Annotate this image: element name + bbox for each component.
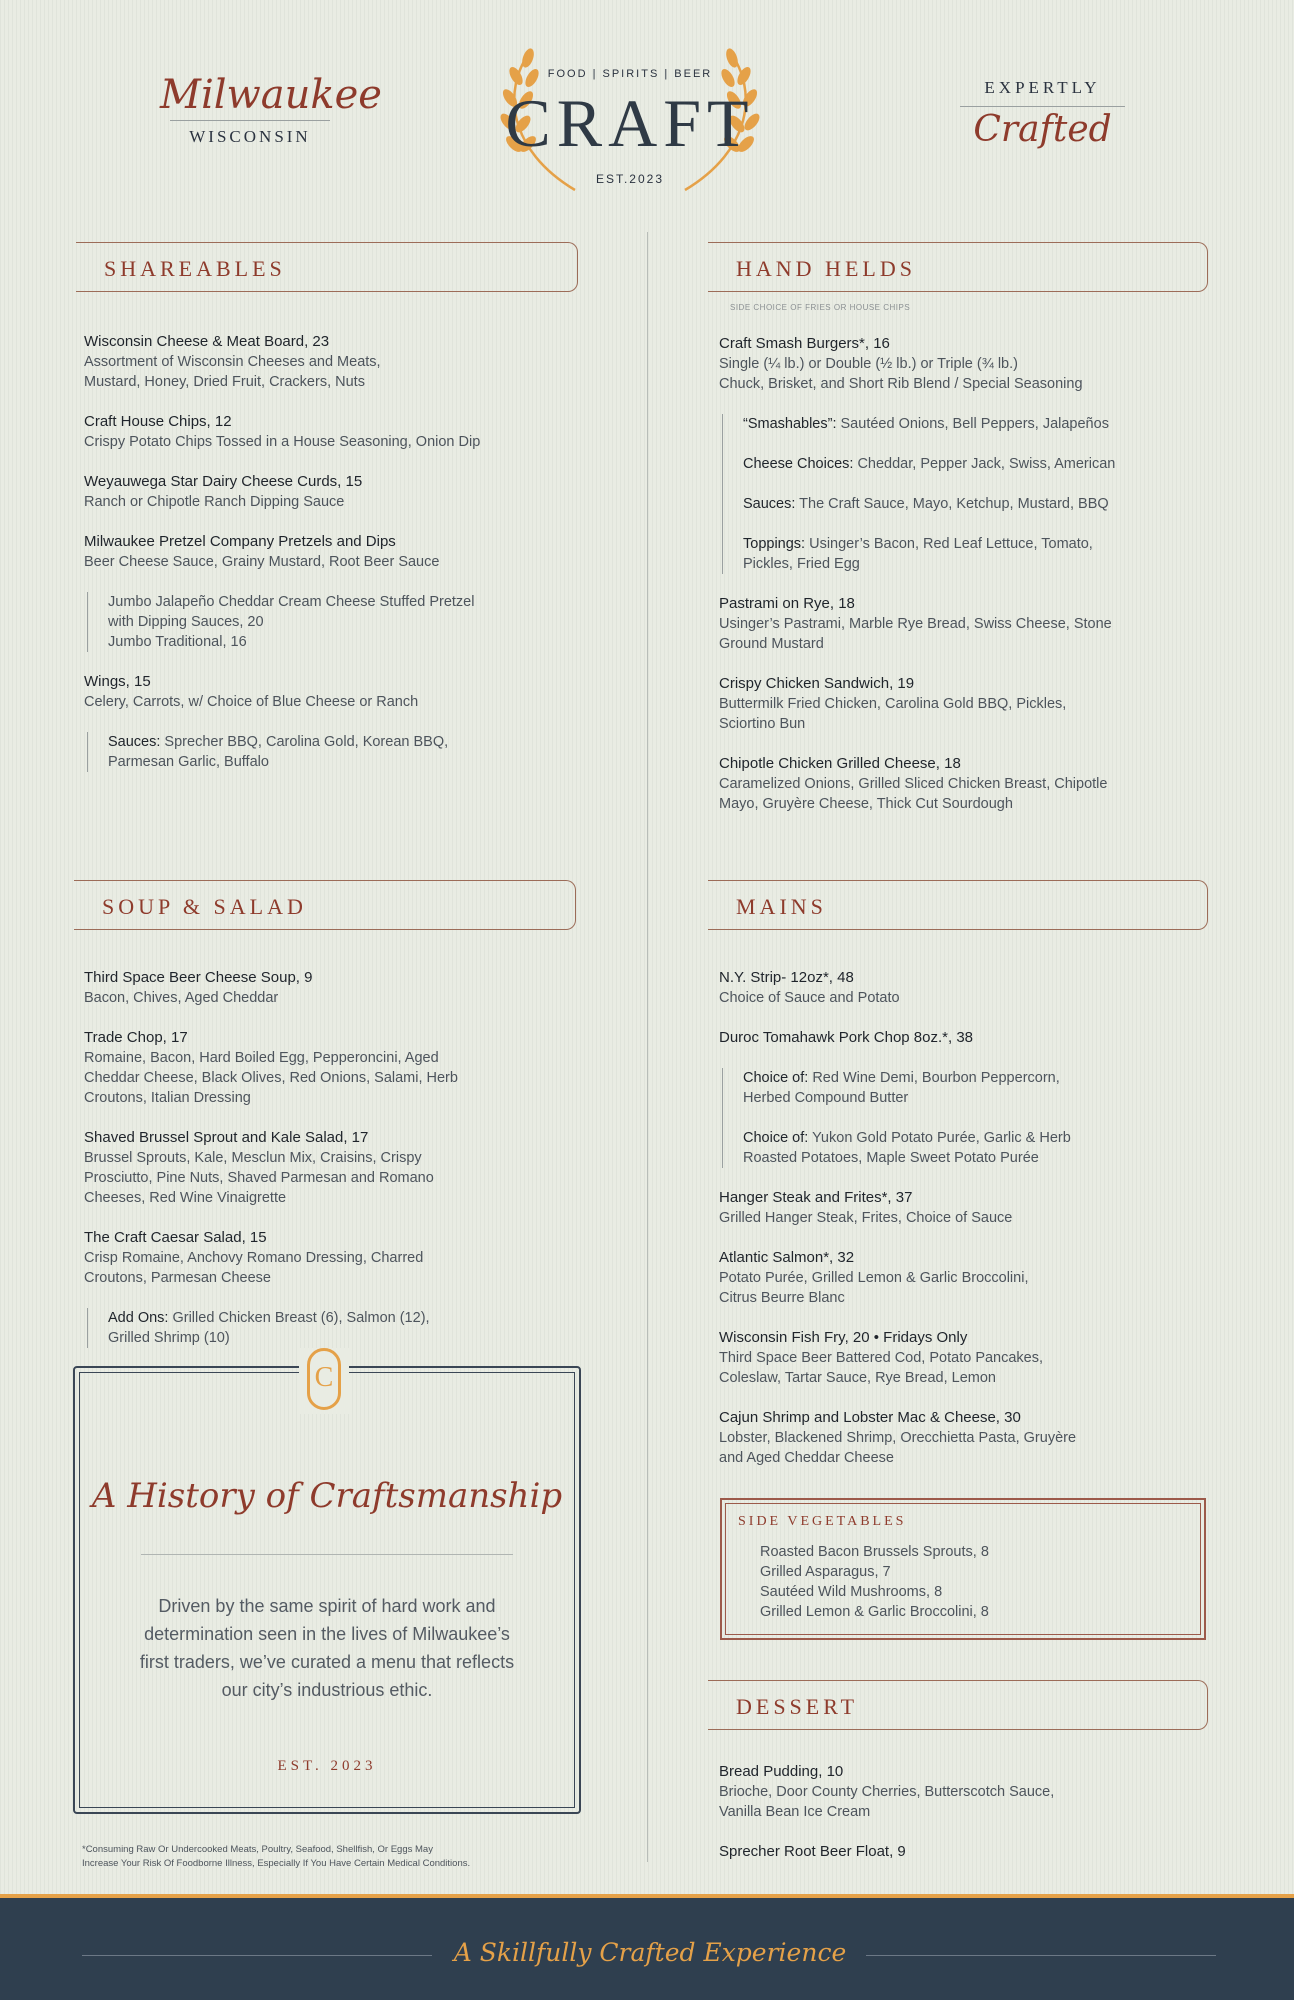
salad-add-ons: Add Ons: Grilled Chicken Breast (6), Salmon (12), Grilled Shrimp (10) xyxy=(87,1308,584,1348)
shareables-list xyxy=(84,332,584,792)
brand-established: EST.2023 xyxy=(595,172,665,186)
list-item: Grilled Asparagus, 7 xyxy=(760,1564,891,1580)
menu-item: Weyauwega Star Dairy Cheese Curds, 15 Ranch or Chipotle Ranch Dipping Sauce xyxy=(84,473,363,510)
pork-chop-option: Choice of: Yukon Gold Potato Purée, Garlic & Herb Roasted Potatoes, Maple Sweet Potato Purée xyxy=(743,1130,1071,1166)
section-header-mains xyxy=(708,880,1208,930)
divider xyxy=(866,1955,1216,1956)
brand-name: CRAFT xyxy=(505,85,755,161)
divider xyxy=(170,120,330,121)
burger-options xyxy=(722,414,1219,574)
menu-item: Crispy Chicken Sandwich, 19 Buttermilk Fried Chicken, Carolina Gold BBQ, Pickles, Sciortino Bun xyxy=(719,675,1067,732)
divider xyxy=(82,1955,432,1956)
side-choice-note: SIDE CHOICE OF FRIES OR HOUSE CHIPS xyxy=(730,303,911,312)
section-title: SHAREABLES xyxy=(104,256,286,281)
soup-salad-list xyxy=(84,968,584,1368)
pork-chop-option: Choice of: Red Wine Demi, Bourbon Peppercorn, Herbed Compound Butter xyxy=(743,1070,1060,1106)
column-divider xyxy=(647,232,648,1862)
pork-chop-options xyxy=(722,1068,1219,1168)
history-panel xyxy=(73,1362,581,1814)
menu-item: Trade Chop, 17 Romaine, Bacon, Hard Boiled Egg, Pepperoncini, Aged Cheddar Cheese, Black Olives, Red Onions, Salami, Herb Croutons, Italian Dressing xyxy=(84,1029,458,1106)
crafted-script: Crafted xyxy=(973,109,1112,150)
divider xyxy=(141,1554,513,1555)
menu-item: Hanger Steak and Frites*, 37 Grilled Hanger Steak, Frites, Choice of Sauce xyxy=(719,1189,1013,1226)
burger-option: “Smashables”: Sautéed Onions, Bell Peppers, Jalapeños xyxy=(743,416,1109,432)
history-title: A History of Craftsmanship xyxy=(91,1476,563,1516)
menu-item: Wisconsin Cheese & Meat Board, 23 Assortment of Wisconsin Cheeses and Meats, Mustard, Honey, Dried Fruit, Crackers, Nuts xyxy=(84,333,381,390)
section-title: DESSERT xyxy=(736,1694,859,1719)
menu-item: The Craft Caesar Salad, 15 Crisp Romaine, Anchovy Romano Dressing, Charred Croutons, Parmesan Cheese xyxy=(84,1229,424,1286)
consumer-advisory: *Consuming Raw Or Undercooked Meats, Poultry, Seafood, Shellfish, Or Eggs May Increase Your Risk Of Foodborne Illness, Especially If You Have Certain Medical Conditions. xyxy=(82,1844,471,1869)
footer-tagline: A Skillfully Crafted Experience xyxy=(453,1938,847,1967)
section-title: MAINS xyxy=(736,894,827,919)
state-caption: WISCONSIN xyxy=(189,127,311,146)
section-header-shareables xyxy=(76,242,578,292)
divider xyxy=(960,106,1125,107)
brand-logo xyxy=(490,40,770,200)
menu-item: Craft House Chips, 12 Crispy Potato Chips Tossed in a House Seasoning, Onion Dip xyxy=(84,413,481,450)
expertly-caption: EXPERTLY xyxy=(984,78,1101,97)
brand-tagline: FOOD | SPIRITS | BEER xyxy=(547,68,713,80)
burger-option: Sauces: The Craft Sauce, Mayo, Ketchup, Mustard, BBQ xyxy=(743,496,1109,512)
monogram-icon: C xyxy=(299,1348,349,1414)
section-title: HAND HELDS xyxy=(736,256,916,281)
hand-helds-list xyxy=(719,334,1219,834)
header-left-logo xyxy=(160,72,382,147)
menu-item: Chipotle Chicken Grilled Cheese, 18 Caramelized Onions, Grilled Sliced Chicken Breast, Chipotle Mayo, Gruyère Cheese, Thick Cut Sourdough xyxy=(719,755,1108,812)
section-header-soup-salad xyxy=(74,880,576,930)
side-vegetables-list xyxy=(760,1542,989,1622)
menu-item: Pastrami on Rye, 18 Usinger’s Pastrami, Marble Rye Bread, Swiss Cheese, Stone Ground Mustard xyxy=(719,595,1112,652)
burger-option: Cheese Choices: Cheddar, Pepper Jack, Swiss, American xyxy=(743,456,1116,472)
menu-item: Cajun Shrimp and Lobster Mac & Cheese, 30 Lobster, Blackened Shrimp, Orecchietta Pasta, Gruyère and Aged Cheddar Cheese xyxy=(719,1409,1077,1466)
menu-item: Wings, 15 Celery, Carrots, w/ Choice of Blue Cheese or Ranch xyxy=(84,673,419,710)
menu-item: Third Space Beer Cheese Soup, 9 Bacon, Chives, Aged Cheddar xyxy=(84,969,313,1006)
menu-item: Wisconsin Fish Fry, 20 • Fridays Only Third Space Beer Battered Cod, Potato Pancakes, Coleslaw, Tartar Sauce, Rye Bread, Lemon xyxy=(719,1329,1044,1386)
menu-item: Shaved Brussel Sprout and Kale Salad, 17 Brussel Sprouts, Kale, Mesclun Mix, Craisins, Crispy Prosciutto, Pine Nuts, Shaved Parmesan and Romano Cheeses, Red Wine Vinaigrette xyxy=(84,1129,434,1206)
history-body: Driven by the same spirit of hard work and determination seen in the lives of Milwaukee’s first traders, we’ve curated a menu that reflects our city’s industrious ethic. xyxy=(139,1596,515,1700)
menu-item: Bread Pudding, 10 Brioche, Door County Cherries, Butterscotch Sauce, Vanilla Bean Ice Cream xyxy=(719,1763,1055,1820)
menu-item: Sprecher Root Beer Float, 9 xyxy=(719,1843,906,1860)
section-header-hand-helds xyxy=(708,242,1208,292)
city-script: Milwaukee xyxy=(160,72,382,118)
side-vegetables-box xyxy=(720,1498,1206,1640)
footer-band xyxy=(0,1894,1294,2000)
dessert-list xyxy=(719,1762,1219,1882)
section-title: SOUP & SALAD xyxy=(102,894,307,919)
burger-option: Toppings: Usinger’s Bacon, Red Leaf Lettuce, Tomato, Pickles, Fried Egg xyxy=(743,536,1093,572)
header-right-logo xyxy=(960,78,1125,150)
list-item: Roasted Bacon Brussels Sprouts, 8 xyxy=(760,1544,989,1560)
menu-item: Craft Smash Burgers*, 16 Single (¼ lb.) or Double (½ lb.) or Triple (¾ lb.) Chuck, Brisket, and Short Rib Blend / Special Seasoning xyxy=(719,335,1083,392)
menu-item: N.Y. Strip- 12oz*, 48 Choice of Sauce and Potato xyxy=(719,969,900,1006)
pretzel-options: Jumbo Jalapeño Cheddar Cream Cheese Stuffed Pretzel with Dipping Sauces, 20 Jumbo Traditional, 16 xyxy=(87,592,584,652)
list-item: Sautéed Wild Mushrooms, 8 xyxy=(760,1584,943,1600)
section-header-dessert xyxy=(708,1680,1208,1730)
wing-sauces: Sauces: Sprecher BBQ, Carolina Gold, Korean BBQ, Parmesan Garlic, Buffalo xyxy=(87,732,584,772)
list-item: Grilled Lemon & Garlic Broccolini, 8 xyxy=(760,1604,989,1620)
menu-item: Milwaukee Pretzel Company Pretzels and Dips Beer Cheese Sauce, Grainy Mustard, Root Beer Sauce xyxy=(84,533,440,570)
history-established: EST. 2023 xyxy=(277,1758,377,1774)
side-vegetables-title: SIDE VEGETABLES xyxy=(738,1514,907,1529)
menu-item: Duroc Tomahawk Pork Chop 8oz.*, 38 xyxy=(719,1029,974,1046)
history-inner-border xyxy=(79,1372,575,1808)
menu-item: Atlantic Salmon*, 32 Potato Purée, Grilled Lemon & Garlic Broccolini, Citrus Beurre Blanc xyxy=(719,1249,1029,1306)
mains-list xyxy=(719,968,1219,1488)
